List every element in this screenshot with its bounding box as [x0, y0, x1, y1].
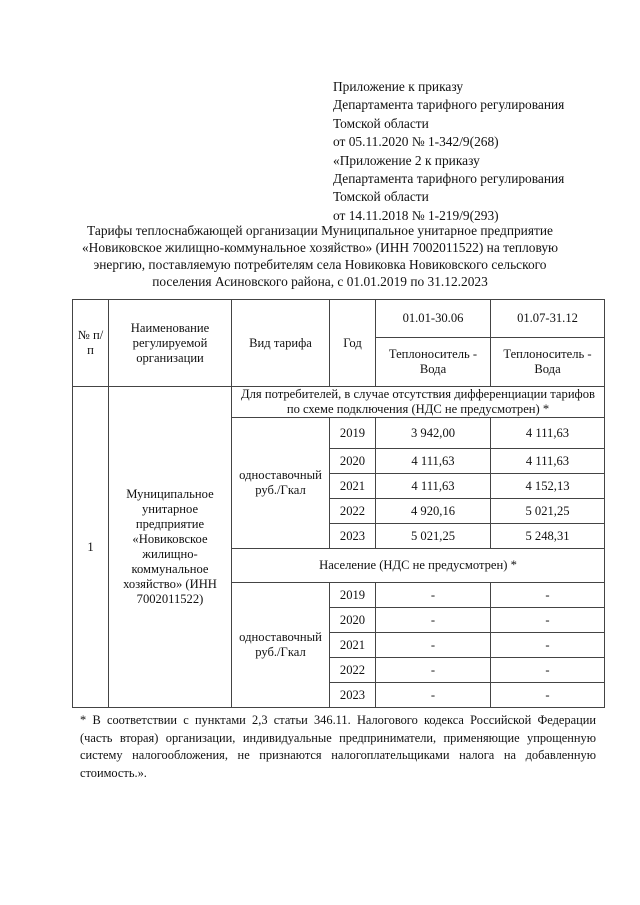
title-line: поселения Асиновского района, с 01.01.2019 по 31.12.2023 — [152, 274, 488, 289]
document-title — [80, 222, 560, 290]
tariff-value-cell: 4 111,63 — [491, 418, 605, 449]
year-cell: 2023 — [330, 683, 376, 708]
header-carrier-first-half: Теплоноситель - Вода — [376, 338, 491, 387]
section-heading: Население (НДС не предусмотрен) * — [232, 549, 605, 583]
title-line: Тарифы теплоснабжающей организации Муниципальное унитарное предприятие — [87, 223, 553, 238]
tariff-value-cell: - — [491, 683, 605, 708]
tariff-value-cell: - — [491, 633, 605, 658]
header-tariff-type: Вид тарифа — [232, 300, 330, 387]
tariff-type-cell: одноставочный руб./Гкал — [232, 418, 330, 549]
organization-name: Муниципальное унитарное предприятие «Новиковское жилищно-коммунальное хозяйство» (ИНН 7002011522) — [109, 387, 232, 708]
header-period-first-half: 01.01-30.06 — [376, 300, 491, 338]
tariff-value-cell: 4 111,63 — [376, 474, 491, 499]
appendix-line: «Приложение 2 к приказу — [333, 152, 480, 168]
tariff-value-cell: 4 920,16 — [376, 499, 491, 524]
year-cell: 2020 — [330, 449, 376, 474]
tariff-value-cell: - — [376, 633, 491, 658]
year-cell: 2020 — [330, 608, 376, 633]
tariff-value-cell: - — [376, 683, 491, 708]
header-carrier-second-half: Теплоноситель - Вода — [491, 338, 605, 387]
footnote: * В соответствии с пунктами 2,3 статьи 346.11. Налогового кодекса Российской Федерации (часть вторая) организации, индивидуальные предприниматели, применяющие упрощенную систему налогообложения, не признаются налогоплательщиками налога на добавленную стоимость.». — [80, 713, 596, 780]
tariff-value-cell: 5 248,31 — [491, 524, 605, 549]
header-year: Год — [330, 300, 376, 387]
tariff-table — [72, 299, 605, 708]
tariff-value-cell: - — [491, 608, 605, 633]
tariff-value-cell: 5 021,25 — [491, 499, 605, 524]
appendix-header — [333, 78, 564, 225]
tariff-value-cell: 5 021,25 — [376, 524, 491, 549]
year-cell: 2023 — [330, 524, 376, 549]
appendix-line: Приложение к приказу — [333, 79, 464, 94]
tariff-value-cell: 3 942,00 — [376, 418, 491, 449]
tariff-value-cell: 4 111,63 — [376, 449, 491, 474]
section-heading: Для потребителей, в случае отсутствия дифференциации тарифов по схеме подключения (НДС не предусмотрен) * — [232, 387, 605, 418]
tariff-value-cell: - — [376, 658, 491, 683]
appendix-line: от 14.11.2018 № 1-219/9(293) — [333, 207, 499, 223]
year-cell: 2022 — [330, 499, 376, 524]
appendix-line: от 05.11.2020 № 1-342/9(268) — [333, 134, 499, 150]
year-cell: 2021 — [330, 474, 376, 499]
year-cell: 2019 — [330, 418, 376, 449]
tariff-value-cell: 4 152,13 — [491, 474, 605, 499]
tariff-value-cell: - — [376, 583, 491, 608]
appendix-line: Департамента тарифного регулирования — [333, 171, 565, 187]
appendix-line: Департамента тарифного регулирования — [333, 97, 565, 113]
title-line: энергию, поставляемую потребителям села Новиковка Новиковского сельского — [93, 257, 547, 272]
tariff-value-cell: 4 111,63 — [491, 449, 605, 474]
tariff-value-cell: - — [491, 583, 605, 608]
year-cell: 2021 — [330, 633, 376, 658]
tariff-value-cell: - — [491, 658, 605, 683]
header-number: № п/п — [73, 300, 109, 387]
year-cell: 2019 — [330, 583, 376, 608]
header-organization: Наименование регулируемой организации — [109, 300, 232, 387]
appendix-line: Томской области — [333, 189, 429, 205]
tariff-value-cell: - — [376, 608, 491, 633]
row-number: 1 — [73, 387, 109, 708]
header-period-second-half: 01.07-31.12 — [491, 300, 605, 338]
title-line: «Новиковское жилищно-коммунальное хозяйство» (ИНН 7002011522) на тепловую — [81, 240, 559, 255]
tariff-type-cell: одноставочный руб./Гкал — [232, 583, 330, 708]
year-cell: 2022 — [330, 658, 376, 683]
appendix-line: Томской области — [333, 115, 429, 131]
